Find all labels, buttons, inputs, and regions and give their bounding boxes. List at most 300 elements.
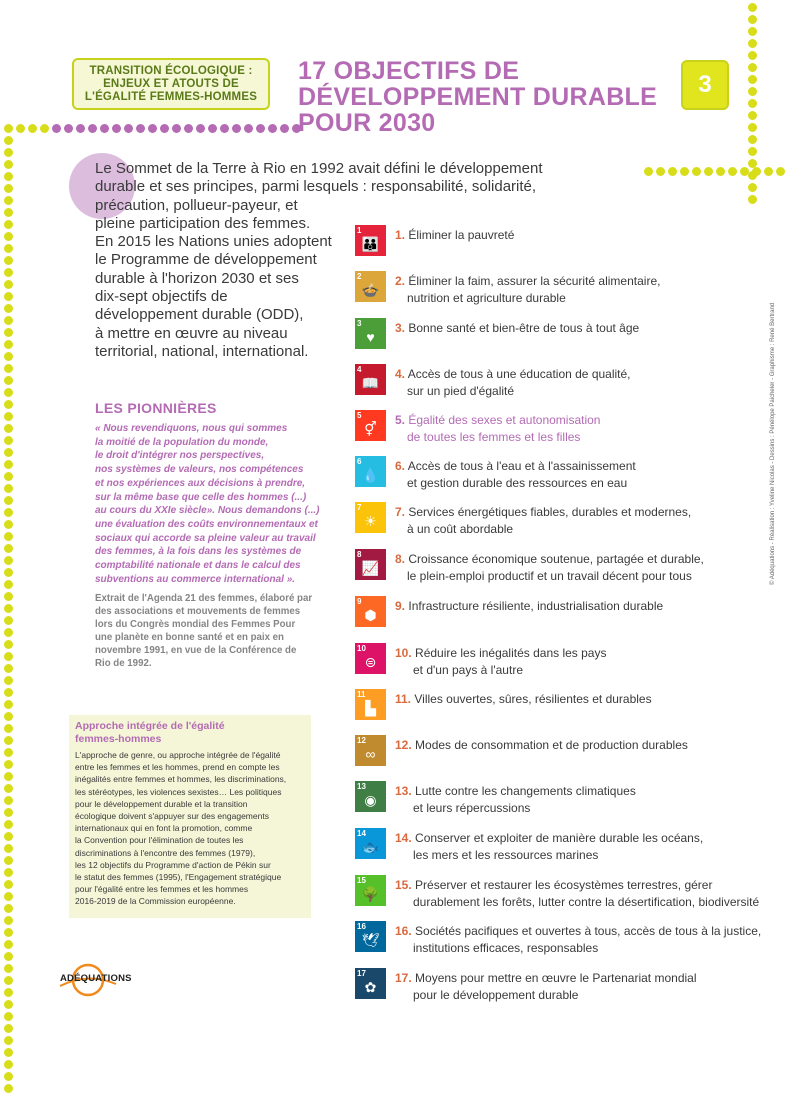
sdg-label: Sociétés pacifiques et ouvertes à tous, accès de tous à la justice, bbox=[415, 924, 762, 938]
sdg-line bbox=[395, 970, 775, 987]
decorative-dot bbox=[4, 604, 13, 613]
approach-box bbox=[69, 715, 311, 918]
sdg-goal-icon bbox=[355, 968, 386, 999]
sdg-glyph-icon: 🕊 bbox=[361, 932, 380, 948]
decorative-dot bbox=[4, 748, 13, 757]
sdg-line bbox=[395, 830, 775, 847]
decorative-dot bbox=[656, 167, 665, 176]
sdg-glyph-icon: 💧 bbox=[361, 467, 380, 483]
sdg-glyph-icon: 🐟 bbox=[361, 839, 380, 855]
sdg-icon-number: 2 bbox=[357, 272, 362, 281]
decorative-dot bbox=[4, 364, 13, 373]
decorative-dot bbox=[748, 135, 757, 144]
quote-line: des femmes, à la fois dans les systèmes de bbox=[95, 546, 302, 558]
decorative-dot bbox=[4, 244, 13, 253]
decorative-dot bbox=[256, 124, 265, 133]
sdg-line bbox=[395, 598, 775, 615]
sdg-goal-icon bbox=[355, 456, 386, 487]
decorative-dot bbox=[748, 51, 757, 60]
decorative-dot bbox=[4, 160, 13, 169]
sdg-glyph-icon: 📖 bbox=[361, 375, 380, 391]
decorative-dot bbox=[4, 712, 13, 721]
sdg-label: Services énergétiques fiables, durables et modernes, bbox=[408, 505, 692, 519]
intro-line: Le Sommet de la Terre à Rio en 1992 avait défini le développement bbox=[95, 160, 543, 177]
decorative-dot bbox=[88, 124, 97, 133]
decorative-dots-right-row bbox=[644, 167, 785, 176]
sdg-number: 2. bbox=[395, 274, 406, 288]
sdg-label: Moyens pour mettre en œuvre le Partenariat mondial bbox=[415, 971, 697, 985]
decorative-dot bbox=[4, 616, 13, 625]
sdg-line bbox=[395, 877, 775, 894]
approach-body-line: le statut des femmes (1995), l'Engagement stratégique bbox=[75, 872, 282, 883]
decorative-dot bbox=[4, 556, 13, 565]
sdg-text bbox=[395, 645, 775, 678]
decorative-dot bbox=[112, 124, 121, 133]
sdg-icon-number: 7 bbox=[357, 503, 362, 512]
sdg-glyph-icon: ▙ bbox=[365, 700, 376, 716]
approach-body-line: inégalités entre femmes et hommes, les discriminations, bbox=[75, 774, 287, 785]
logo-text: ADÉQUATIONS bbox=[60, 973, 132, 984]
sdg-line: à un coût abordable bbox=[407, 521, 514, 536]
intro-line: durable à l'horizon 2030 et ses bbox=[95, 269, 299, 287]
decorative-dot bbox=[4, 148, 13, 157]
sdg-glyph-icon: ⊜ bbox=[364, 654, 377, 670]
decorative-dot bbox=[280, 124, 289, 133]
decorative-dot bbox=[4, 916, 13, 925]
section-tag-line: ENJEUX ET ATOUTS DE bbox=[103, 77, 239, 90]
sdg-line bbox=[395, 366, 775, 383]
sdg-glyph-icon: ☀ bbox=[364, 513, 377, 529]
sdg-goal-icon bbox=[355, 643, 386, 674]
decorative-dot bbox=[748, 123, 757, 132]
decorative-dot bbox=[692, 167, 701, 176]
decorative-dot bbox=[748, 63, 757, 72]
decorative-dot bbox=[4, 700, 13, 709]
approach-body-line: les 12 objectifs du Programme d'action de Pékin sur bbox=[75, 859, 271, 870]
sdg-line bbox=[395, 458, 775, 475]
decorative-dot bbox=[4, 580, 13, 589]
decorative-dot bbox=[4, 784, 13, 793]
decorative-dot bbox=[4, 208, 13, 217]
sdg-icon-number: 5 bbox=[357, 411, 362, 420]
decorative-dot bbox=[4, 688, 13, 697]
decorative-dot bbox=[208, 124, 217, 133]
decorative-dot bbox=[680, 167, 689, 176]
sdg-glyph-icon: 🍲 bbox=[361, 282, 380, 298]
sdg-glyph-icon: ♥ bbox=[366, 329, 375, 345]
decorative-dot bbox=[244, 124, 253, 133]
sdg-number: 16. bbox=[395, 924, 412, 938]
sdg-number: 15. bbox=[395, 878, 412, 892]
decorative-dot bbox=[160, 124, 169, 133]
intro-line: précaution, pollueur-payeur, et bbox=[95, 196, 298, 214]
intro-line: à mettre en œuvre au niveau bbox=[95, 324, 288, 342]
sdg-line: institutions efficaces, responsables bbox=[413, 940, 599, 955]
decorative-dot bbox=[748, 99, 757, 108]
decorative-dot bbox=[4, 352, 13, 361]
source-line: Extrait de l'Agenda 21 des femmes, élaboré par bbox=[95, 593, 313, 604]
sdg-label: Éliminer la pauvreté bbox=[408, 228, 515, 242]
decorative-dot bbox=[4, 1060, 13, 1069]
approach-body-line: la Convention pour l'élimination de toutes les bbox=[75, 835, 244, 846]
decorative-dot bbox=[4, 568, 13, 577]
decorative-dot bbox=[4, 760, 13, 769]
sdg-text bbox=[395, 737, 775, 754]
decorative-dot bbox=[4, 520, 13, 529]
decorative-dot bbox=[232, 124, 241, 133]
decorative-dot bbox=[16, 124, 25, 133]
sdg-text bbox=[395, 830, 775, 863]
sdg-glyph-icon: ✿ bbox=[364, 979, 377, 995]
decorative-dot bbox=[4, 1048, 13, 1057]
sdg-icon-number: 3 bbox=[357, 319, 362, 328]
intro-line: En 2015 les Nations unies adoptent bbox=[95, 233, 332, 251]
sdg-goal-icon bbox=[355, 921, 386, 952]
intro-line: le Programme de développement bbox=[95, 251, 317, 269]
decorative-dot bbox=[4, 280, 13, 289]
decorative-dot bbox=[4, 508, 13, 517]
decorative-dot bbox=[4, 592, 13, 601]
decorative-dot bbox=[4, 412, 13, 421]
decorative-dot bbox=[4, 1084, 13, 1093]
decorative-dot bbox=[4, 376, 13, 385]
sdg-text bbox=[395, 504, 775, 537]
decorative-dot bbox=[4, 892, 13, 901]
decorative-dot bbox=[40, 124, 49, 133]
decorative-dot bbox=[4, 640, 13, 649]
decorative-dot bbox=[4, 736, 13, 745]
pionnieres-title: LES PIONNIÈRES bbox=[95, 400, 217, 416]
decorative-dot bbox=[748, 15, 757, 24]
sdg-line bbox=[395, 691, 775, 708]
approach-body-line: entre les femmes et les hommes, prend en compte les bbox=[75, 762, 280, 773]
decorative-dot bbox=[752, 167, 761, 176]
decorative-dot bbox=[4, 676, 13, 685]
decorative-dot bbox=[220, 124, 229, 133]
decorative-dot bbox=[644, 167, 653, 176]
quote-line: nos systèmes de valeurs, nos compétences bbox=[95, 464, 304, 476]
sdg-glyph-icon: ∞ bbox=[365, 746, 376, 762]
decorative-dot bbox=[4, 772, 13, 781]
decorative-dot bbox=[4, 316, 13, 325]
decorative-dot bbox=[4, 976, 13, 985]
sdg-glyph-icon: ◉ bbox=[364, 792, 377, 808]
approach-body-line: internationaux qui en font la promotion, comme bbox=[75, 823, 253, 834]
decorative-dot bbox=[4, 448, 13, 457]
quote-line: une évaluation des coûts environnementaux et bbox=[95, 518, 318, 530]
decorative-dot bbox=[748, 3, 757, 12]
sdg-line bbox=[395, 227, 775, 244]
sdg-number: 7. bbox=[395, 505, 406, 519]
sdg-glyph-icon: ⬢ bbox=[364, 607, 377, 623]
sdg-label: Conserver et exploiter de manière durable les océans, bbox=[415, 831, 704, 845]
quote-line: sociaux qui accorde sa pleine valeur au travail bbox=[95, 532, 316, 544]
decorative-dots-left-bottom bbox=[4, 328, 13, 1093]
quote-line: au cours du XXIe siècle». Nous demandons (...) bbox=[95, 505, 320, 517]
decorative-dot bbox=[4, 988, 13, 997]
sdg-label: Préserver et restaurer les écosystèmes terrestres, gérer bbox=[415, 878, 713, 892]
decorative-dot bbox=[4, 868, 13, 877]
decorative-dot bbox=[4, 328, 13, 337]
decorative-dot bbox=[748, 111, 757, 120]
decorative-dot bbox=[4, 136, 13, 145]
decorative-dot bbox=[100, 124, 109, 133]
decorative-dot bbox=[748, 147, 757, 156]
sdg-text bbox=[395, 366, 775, 399]
sdg-icon-number: 17 bbox=[357, 969, 366, 978]
section-tag bbox=[72, 58, 270, 110]
decorative-dot bbox=[4, 184, 13, 193]
sdg-glyph-icon: ⚥ bbox=[364, 421, 377, 437]
decorative-dot bbox=[4, 484, 13, 493]
quote-line: la moitié de la population du monde, bbox=[95, 436, 269, 448]
sdg-label: Lutte contre les changements climatiques bbox=[415, 784, 636, 798]
sdg-icon-number: 1 bbox=[357, 226, 362, 235]
decorative-dot bbox=[668, 167, 677, 176]
decorative-dot bbox=[4, 952, 13, 961]
sdg-text bbox=[395, 877, 775, 910]
sdg-line: pour le développement durable bbox=[413, 987, 579, 1002]
section-tag-line: L'ÉGALITÉ FEMMES-HOMMES bbox=[84, 90, 258, 103]
decorative-dot bbox=[4, 652, 13, 661]
sdg-line: et leurs répercussions bbox=[413, 800, 531, 815]
sdg-goal-icon bbox=[355, 410, 386, 441]
pionnieres-quote bbox=[95, 422, 335, 586]
approach-body-line: 2016-2019 de la Commission européenne. bbox=[75, 896, 236, 907]
decorative-dot bbox=[4, 436, 13, 445]
intro-line: développement durable (ODD), bbox=[95, 306, 304, 324]
pionnieres-source bbox=[95, 592, 335, 671]
sdg-number: 3. bbox=[395, 321, 406, 335]
sdg-line: durablement les forêts, lutter contre la désertification, biodiversité bbox=[413, 894, 760, 909]
decorative-dot bbox=[748, 183, 757, 192]
sdg-icon-number: 16 bbox=[357, 922, 366, 931]
decorative-dot bbox=[124, 124, 133, 133]
sdg-label: Croissance économique soutenue, partagée et durable, bbox=[408, 552, 704, 566]
sdg-icon-number: 12 bbox=[357, 736, 366, 745]
sdg-line bbox=[395, 783, 775, 800]
sdg-number: 9. bbox=[395, 599, 406, 613]
sdg-line bbox=[395, 737, 775, 754]
sdg-number: 5. bbox=[395, 413, 406, 427]
page-title-line: DÉVELOPPEMENT DURABLE bbox=[298, 83, 658, 111]
decorative-dot bbox=[52, 124, 61, 133]
decorative-dot bbox=[4, 940, 13, 949]
sdg-label: Égalité des sexes et autonomisation bbox=[408, 413, 601, 427]
source-line: lors du Congrès mondial des Femmes Pour bbox=[95, 619, 296, 631]
section-tag-line: TRANSITION ÉCOLOGIQUE : bbox=[89, 64, 253, 77]
sdg-number: 4. bbox=[395, 367, 406, 381]
sdg-label: Infrastructure résiliente, industrialisation durable bbox=[408, 599, 664, 613]
decorative-dot bbox=[4, 808, 13, 817]
quote-line: le droit d'intégrer nos perspectives, bbox=[95, 450, 265, 462]
approach-title bbox=[75, 720, 305, 746]
decorative-dot bbox=[716, 167, 725, 176]
sdg-number: 12. bbox=[395, 738, 412, 752]
decorative-dot bbox=[4, 340, 13, 349]
decorative-dot bbox=[748, 195, 757, 204]
approach-body-line: L'approche de genre, ou approche intégrée de l'égalité bbox=[75, 750, 281, 760]
sdg-label: Éliminer la faim, assurer la sécurité alimentaire, bbox=[408, 274, 661, 288]
sdg-icon-number: 14 bbox=[357, 829, 366, 838]
sdg-text bbox=[395, 458, 775, 491]
sdg-icon-number: 6 bbox=[357, 457, 362, 466]
decorative-dot bbox=[4, 424, 13, 433]
decorative-dot bbox=[4, 532, 13, 541]
decorative-dot bbox=[4, 880, 13, 889]
source-line: Rio de 1992. bbox=[95, 658, 152, 670]
sdg-number: 11. bbox=[395, 692, 412, 706]
decorative-dot bbox=[4, 460, 13, 469]
page-title-line: POUR 2030 bbox=[298, 109, 436, 137]
decorative-dot bbox=[4, 832, 13, 841]
sdg-line: les mers et les ressources marines bbox=[413, 847, 599, 862]
sdg-text bbox=[395, 691, 775, 708]
sdg-icon-number: 10 bbox=[357, 644, 366, 653]
sdg-goal-icon bbox=[355, 875, 386, 906]
decorative-dot bbox=[728, 167, 737, 176]
sdg-number: 10. bbox=[395, 646, 412, 660]
sdg-line bbox=[395, 504, 775, 521]
sdg-label: Accès de tous à une éducation de qualité, bbox=[407, 367, 631, 381]
adequations-logo bbox=[58, 962, 132, 998]
decorative-dot bbox=[4, 388, 13, 397]
sdg-line bbox=[395, 320, 775, 337]
sdg-label: Modes de consommation et de production durables bbox=[415, 738, 688, 752]
decorative-dot bbox=[4, 928, 13, 937]
sdg-glyph-icon: 🌳 bbox=[361, 886, 380, 902]
sdg-goal-icon bbox=[355, 364, 386, 395]
decorative-dot bbox=[4, 796, 13, 805]
sdg-line bbox=[395, 273, 775, 290]
decorative-dot bbox=[4, 1072, 13, 1081]
decorative-dot bbox=[196, 124, 205, 133]
decorative-dot bbox=[4, 124, 13, 133]
decorative-dot bbox=[172, 124, 181, 133]
sdg-icon-number: 15 bbox=[357, 876, 366, 885]
decorative-dot bbox=[4, 664, 13, 673]
approach-body-line: pour l'égalité entre les femmes et les hommes bbox=[75, 884, 249, 895]
source-line: une planète en bonne santé et en paix en bbox=[95, 632, 284, 644]
decorative-dot bbox=[4, 1024, 13, 1033]
decorative-dot bbox=[4, 400, 13, 409]
sdg-line: et gestion durable des ressources en eau bbox=[407, 475, 628, 490]
decorative-dot bbox=[4, 220, 13, 229]
sdg-line: sur un pied d'égalité bbox=[407, 383, 515, 398]
approach-body-line: écologique doivent s'appuyer sur des engagements bbox=[75, 811, 269, 822]
sdg-text bbox=[395, 598, 775, 615]
decorative-dot bbox=[4, 268, 13, 277]
sdg-line bbox=[395, 645, 775, 662]
sdg-text bbox=[395, 273, 775, 306]
approach-body-line: pour le développement durable et la transition bbox=[75, 798, 248, 809]
quote-line: « Nous revendiquons, nous qui sommes bbox=[95, 423, 288, 434]
sdg-goal-icon bbox=[355, 271, 386, 302]
page-title bbox=[298, 58, 678, 136]
decorative-dots-top bbox=[16, 124, 301, 133]
decorative-dot bbox=[748, 75, 757, 84]
decorative-dot bbox=[4, 628, 13, 637]
decorative-dot bbox=[4, 1012, 13, 1021]
decorative-dot bbox=[740, 167, 749, 176]
sdg-line bbox=[395, 412, 775, 429]
sdg-label: Bonne santé et bien-être de tous à tout âge bbox=[408, 321, 640, 335]
sdg-goal-icon bbox=[355, 225, 386, 256]
decorative-dot bbox=[4, 292, 13, 301]
sdg-text bbox=[395, 970, 775, 1003]
decorative-dot bbox=[4, 724, 13, 733]
sdg-glyph-icon: 👪 bbox=[361, 236, 380, 252]
decorative-dot bbox=[764, 167, 773, 176]
decorative-dot bbox=[704, 167, 713, 176]
sdg-label: Réduire les inégalités dans les pays bbox=[415, 646, 607, 660]
approach-title-line: femmes-hommes bbox=[75, 733, 162, 745]
sdg-goal-icon bbox=[355, 735, 386, 766]
decorative-dot bbox=[4, 964, 13, 973]
decorative-dot bbox=[748, 27, 757, 36]
source-line: des associations et mouvements de femmes bbox=[95, 606, 301, 618]
sdg-number: 13. bbox=[395, 784, 412, 798]
sdg-line: le plein-emploi productif et un travail décent pour tous bbox=[407, 568, 692, 583]
sdg-goal-icon bbox=[355, 781, 386, 812]
decorative-dot bbox=[4, 496, 13, 505]
sdg-text bbox=[395, 412, 775, 445]
sdg-icon-number: 9 bbox=[357, 597, 362, 606]
sdg-goal-icon bbox=[355, 549, 386, 580]
decorative-dot bbox=[4, 1036, 13, 1045]
decorative-dot bbox=[4, 844, 13, 853]
decorative-dot bbox=[4, 472, 13, 481]
credit-line: © Adéquations - Réalisation : Yveline Nicolas - Dessins : Pénélope Paicheler - Graphisme : René Bertrand bbox=[770, 302, 776, 585]
sdg-number: 8. bbox=[395, 552, 406, 566]
sdg-goal-icon bbox=[355, 318, 386, 349]
sdg-glyph-icon: 📈 bbox=[361, 560, 380, 576]
sdg-label: Accès de tous à l'eau et à l'assainissement bbox=[407, 459, 636, 473]
sdg-goal-icon bbox=[355, 596, 386, 627]
sdg-text bbox=[395, 551, 775, 584]
page-title-line: 17 OBJECTIFS DE bbox=[298, 57, 520, 85]
sdg-text bbox=[395, 923, 775, 956]
sdg-number: 14. bbox=[395, 831, 412, 845]
intro-line: territorial, national, international. bbox=[95, 342, 309, 360]
decorative-dots-left-top bbox=[4, 124, 13, 325]
sdg-goal-icon bbox=[355, 689, 386, 720]
decorative-dot bbox=[4, 256, 13, 265]
sdg-number: 1. bbox=[395, 228, 406, 242]
quote-line: sur la même base que celle des hommes (...) bbox=[95, 491, 307, 503]
sdg-line: nutrition et agriculture durable bbox=[407, 290, 566, 305]
approach-body-line: les stéréotypes, les violences sexistes… Les politiques bbox=[75, 786, 282, 797]
decorative-dot bbox=[4, 232, 13, 241]
quote-line: et nos expériences aux décisions à prendre, bbox=[95, 477, 306, 489]
sdg-line: de toutes les femmes et les filles bbox=[407, 429, 581, 444]
decorative-dot bbox=[268, 124, 277, 133]
decorative-dot bbox=[748, 87, 757, 96]
decorative-dot bbox=[776, 167, 785, 176]
decorative-dot bbox=[76, 124, 85, 133]
sdg-text bbox=[395, 227, 775, 244]
decorative-dot bbox=[4, 172, 13, 181]
sdg-line bbox=[395, 551, 775, 568]
intro-line: pleine participation des femmes. bbox=[95, 214, 311, 232]
decorative-dot bbox=[4, 820, 13, 829]
approach-body bbox=[75, 749, 309, 908]
page-number-badge: 3 bbox=[681, 60, 729, 110]
decorative-dot bbox=[184, 124, 193, 133]
sdg-line: et d'un pays à l'autre bbox=[413, 662, 523, 677]
sdg-icon-number: 8 bbox=[357, 550, 362, 559]
decorative-dot bbox=[748, 39, 757, 48]
